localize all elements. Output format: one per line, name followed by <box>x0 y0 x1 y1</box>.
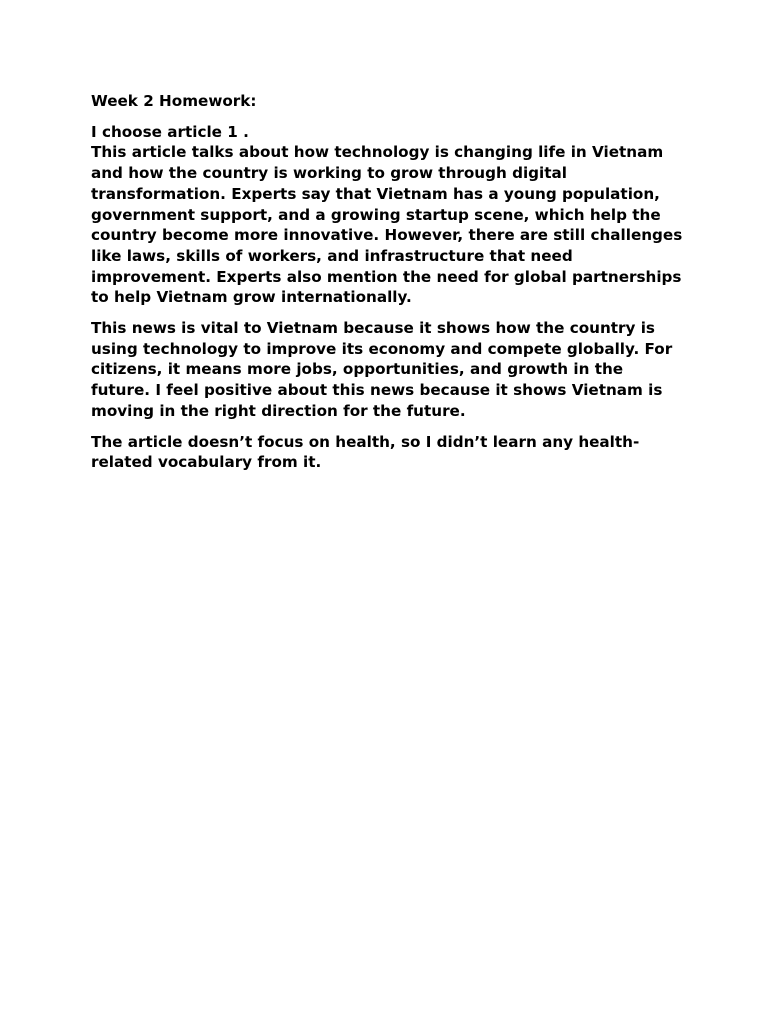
document-heading: Week 2 Homework: <box>91 92 257 110</box>
document-body <box>91 91 687 483</box>
paragraph-health-note: The article doesn’t focus on health, so I didn’t learn any health-related vocabulary from it. <box>91 432 640 472</box>
paragraph-importance: This news is vital to Vietnam because it shows how the country is using technology to improve its economy and compete globally. For citizens, it means more jobs, opportunities, and growth in the future. I feel positive about this news because it shows Vietnam is moving in the right direction for the future. <box>91 319 673 420</box>
paragraph-article-summary: I choose article 1 . This article talks about how technology is changing life in Vietnam and how the country is working to grow through digital transformation. Experts say that Vietnam has a young population, government support, and a growing startup scene, which help the country become more innovative. However, there are still challenges like laws, skills of workers, and infrastructure that need improvement. Experts also mention the need for global partnerships to help Vietnam grow internationally. <box>91 122 683 307</box>
